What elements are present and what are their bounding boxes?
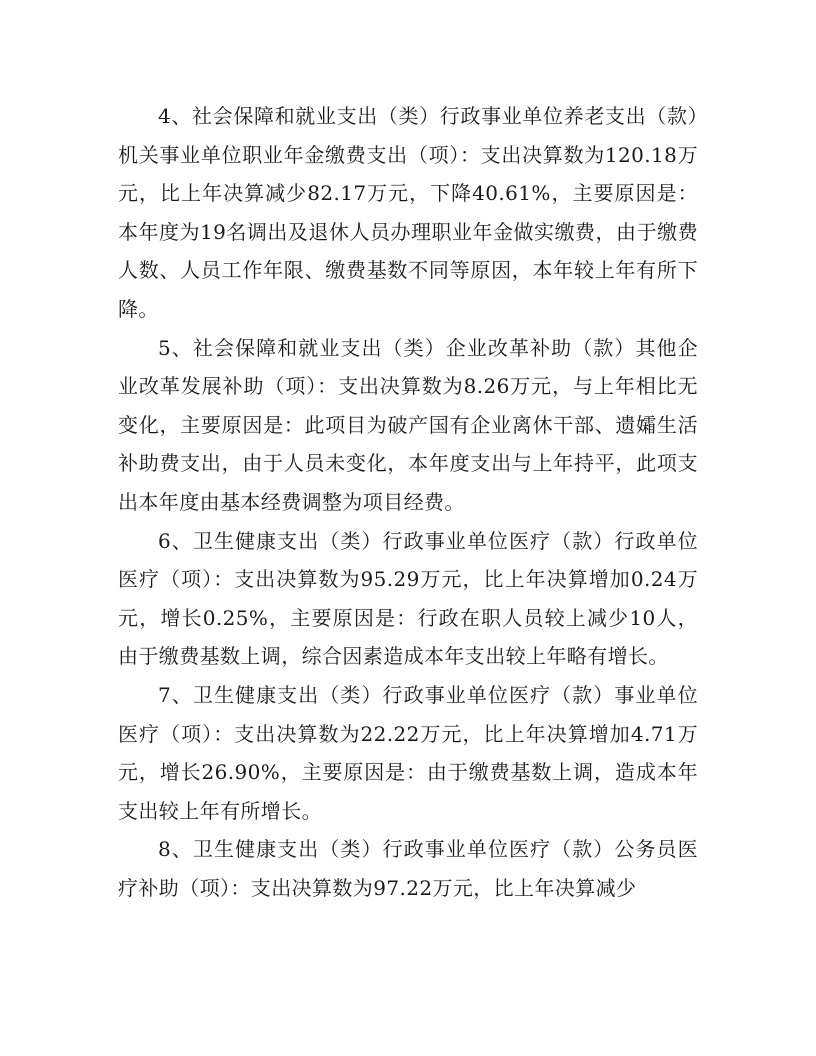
document-body — [118, 97, 698, 907]
paragraph-item-5: 5、社会保障和就业支出（类）企业改革补助（款）其他企业改革发展补助（项）：支出决算数为8.26万元，与上年相比无变化，主要原因是：此项目为破产国有企业离休干部、遗孀生活补助费支出，由于人员未变化，本年度支出与上年持平，此项支出本年度由基本经费调整为项目经费。 — [118, 335, 698, 514]
paragraph-item-4: 4、社会保障和就业支出（类）行政事业单位养老支出（款）机关事业单位职业年金缴费支出（项）：支出决算数为120.18万元，比上年决算减少82.17万元，下降40.61%，主要原因是：本年度为19名调出及退休人员办理职业年金做实缴费，由于缴费人数、人员工作年限、缴费基数不同等原因，本年较上年有所下降。 — [118, 104, 698, 321]
paragraph-item-8: 8、卫生健康支出（类）行政事业单位医疗（款）公务员医疗补助（项）：支出决算数为97.22万元，比上年决算减少 — [118, 837, 698, 900]
paragraph-item-6: 6、卫生健康支出（类）行政事业单位医疗（款）行政单位医疗（项）：支出决算数为95.29万元，比上年决算增加0.24万元，增长0.25%，主要原因是：行政在职人员较上减少10人，由于缴费基数上调，综合因素造成本年支出较上年略有增长。 — [118, 528, 698, 669]
paragraph-item-7: 7、卫生健康支出（类）行政事业单位医疗（款）事业单位医疗（项）：支出决算数为22.22万元，比上年决算增加4.71万元，增长26.90%，主要原因是：由于缴费基数上调，造成本年支出较上年有所增长。 — [118, 682, 698, 823]
